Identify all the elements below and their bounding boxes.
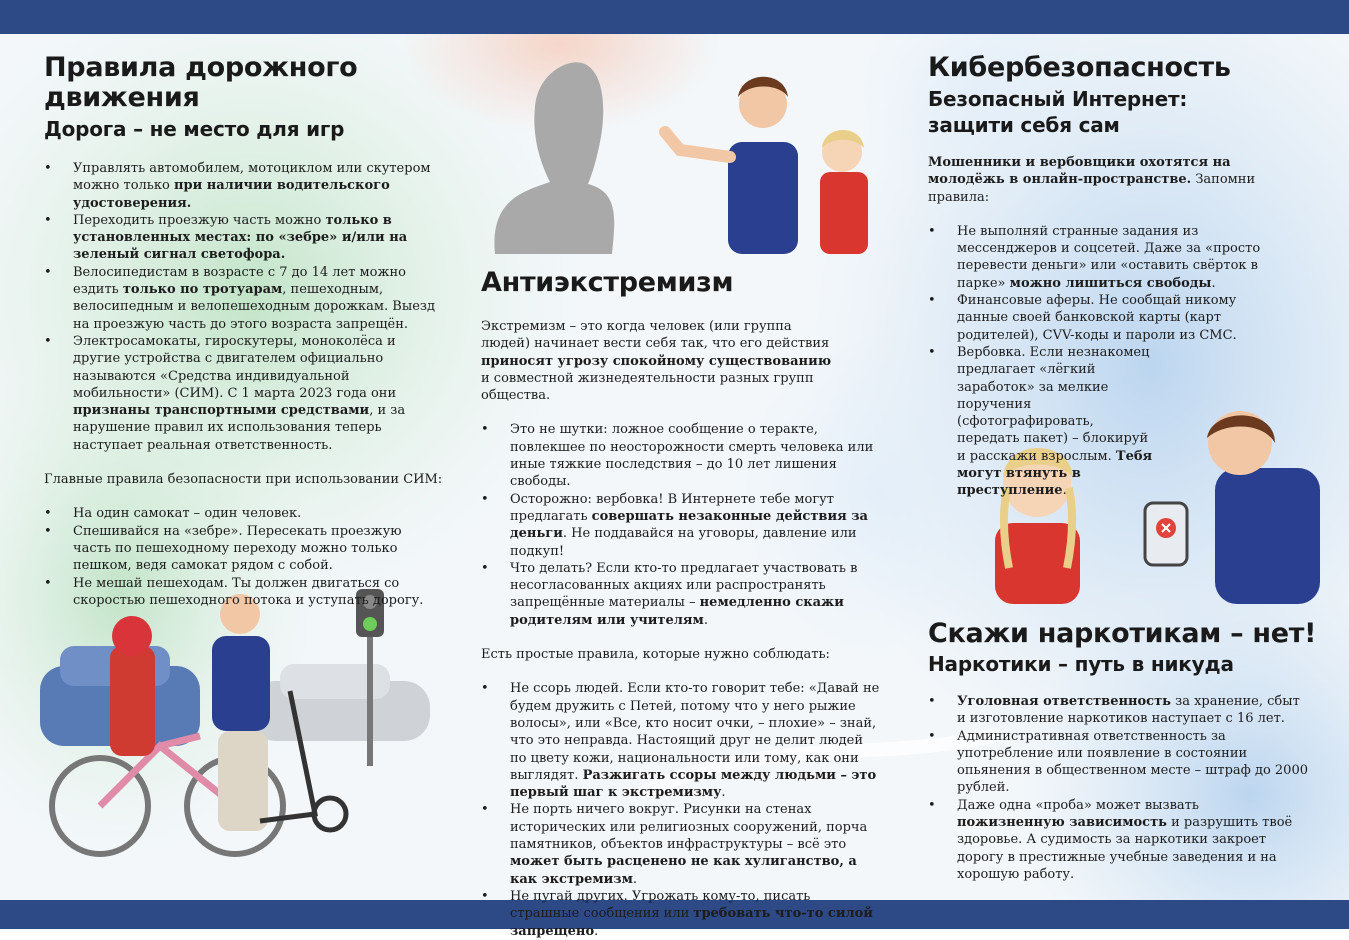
list-item: • Что делать? Если кто-то предлагает участвовать в несогласованных акциях или распространять запрещённые материалы – немедленно скажи родителям или учителям. — [481, 560, 881, 629]
cyber-security-subtitle: Безопасный Интернет: защити себя сам — [928, 87, 1188, 137]
anti-drugs-subtitle: Наркотики – путь в никуда — [928, 652, 1234, 676]
list-item: • Не ссорь людей. Если кто-то говорит тебе: «Давай не будем дружить с Петей, потому что у него рыжие волосы», или «Все, кто носит очки, – плохие» – знай, что это неправда. Настоящий друг не делит людей по цвету кожи, национальности или тому, как они выглядят. Разжигать ссоры между людьми – это первый шаг к экстремизму. — [481, 680, 881, 801]
anti-drugs-list — [928, 693, 1308, 883]
anti-extremism-intro: Экстремизм – это когда человек (или группа людей) начинает вести себя так, что его действия приносят угрозу спокойному существованию и совместной жизнедеятельности разных групп общества. — [481, 319, 832, 404]
list-item: • Это не шутки: ложное сообщение о теракте, повлекшее по неосторожности смерть человека или иные тяжкие последствия – до 10 лет лишения свободы. — [481, 421, 881, 490]
list-item: • Финансовые аферы. Не сообщай никому данные своей банковской карты (карт родителей), CVV-коды и пароли из СМС. — [928, 292, 1283, 344]
list-item: • Переходить проезжую часть можно только в установленных местах: по «зебре» и/или на зеленый сигнал светофора. — [44, 212, 439, 264]
road-rules-subtitle: Дорога – не место для игр — [44, 117, 345, 141]
list-item: • Не мешай пешеходам. Ты должен двигаться со скоростью пешеходного потока и уступать дорогу. — [44, 575, 439, 610]
list-item: • Вербовка. Если незнакомец предлагает «лёгкий заработок» за мелкие поручения (сфотографировать, передать пакет) – блокируй и расскажи взрослым. Тебя могут втянуть в преступление. — [928, 344, 1157, 500]
list-item: • Осторожно: вербовка! В Интернете тебе могут предлагать совершать незаконные действия за деньги. Не поддавайся на уговоры, давление или подкуп! — [481, 491, 881, 560]
cyber-security-section — [928, 53, 1308, 500]
list-item: • На один самокат – один человек. — [44, 505, 439, 522]
anti-drugs-title: Скажи наркотикам – нет! — [928, 618, 1317, 649]
simple-rules-heading: Есть простые правила, которые нужно соблюдать: — [481, 647, 830, 663]
silhouette-and-children-illustration — [480, 52, 880, 258]
list-item: • Электросамокаты, гироскутеры, моноколёса и другие устройства с двигателем официально называются «Средства индивидуальной мобильности» (СИМ). С 1 марта 2023 года они признаны транспортными средствами, и за нарушение правил их использования теперь наступает реальная ответственность. — [44, 333, 439, 454]
list-item: • Спешивайся на «зебре». Пересекать проезжую часть по пешеходному переходу можно только пешком, ведя самокат рядом с собой. — [44, 523, 439, 575]
anti-extremism-section — [481, 268, 881, 940]
list-item: • Не выполняй странные задания из мессенджеров и соцсетей. Даже за «просто перевести деньги» или «оставить свёрток в парке» можно лишиться свободы. — [928, 223, 1283, 292]
list-item: • Административная ответственность за употребление или появление в состоянии опьянения в общественном месте – штраф до 2000 рублей. — [928, 728, 1308, 797]
road-rules-list — [44, 160, 439, 454]
sim-heading: Главные правила безопасности при использовании СИМ: — [44, 472, 443, 488]
list-item: • Даже одна «проба» может вызвать пожизненную зависимость и разрушить твоё здоровье. А судимость за наркотики закроет дорогу в престижные учебные заведения и на хорошую работу. — [928, 797, 1308, 883]
road-rules-title: Правила дорожного движения — [44, 52, 358, 113]
simple-rules-list — [481, 680, 881, 939]
road-rules-section — [44, 53, 444, 609]
list-item: • Велосипедистам в возрасте с 7 до 14 лет можно ездить только по тротуарам, пешеходным, велосипедным и велопешеходным дорожкам. Выезд на проезжую часть до этого возраста запрещён. — [44, 264, 439, 333]
cyber-security-list — [928, 223, 1283, 500]
anti-extremism-title: Антиэкстремизм — [481, 267, 734, 298]
cyber-security-intro: Мошенники и вербовщики охотятся на молодёжь в онлайн-пространстве. Запомни правила: — [928, 155, 1256, 205]
list-item: • Не порть ничего вокруг. Рисунки на стенах исторических или религиозных сооружений, порча памятников, объектов инфраструктуры – всё это может быть расценено не как хулиганство, а как экстремизм. — [481, 801, 881, 887]
top-band — [0, 0, 1349, 34]
anti-drugs-section — [928, 619, 1318, 883]
sim-rules-list — [44, 505, 439, 609]
list-item: • Управлять автомобилем, мотоциклом или скутером можно только при наличии водительского удостоверения. — [44, 160, 439, 212]
road-safety-illustration — [40, 586, 440, 868]
anti-extremism-list — [481, 421, 881, 629]
list-item: • Не пугай других. Угрожать кому-то, писать страшные сообщения или требовать что-то силой запрещено. — [481, 888, 881, 940]
list-item: • Уголовная ответственность за хранение, сбыт и изготовление наркотиков наступает с 16 лет. — [928, 693, 1308, 728]
cyber-security-title: Кибербезопасность — [928, 52, 1231, 83]
